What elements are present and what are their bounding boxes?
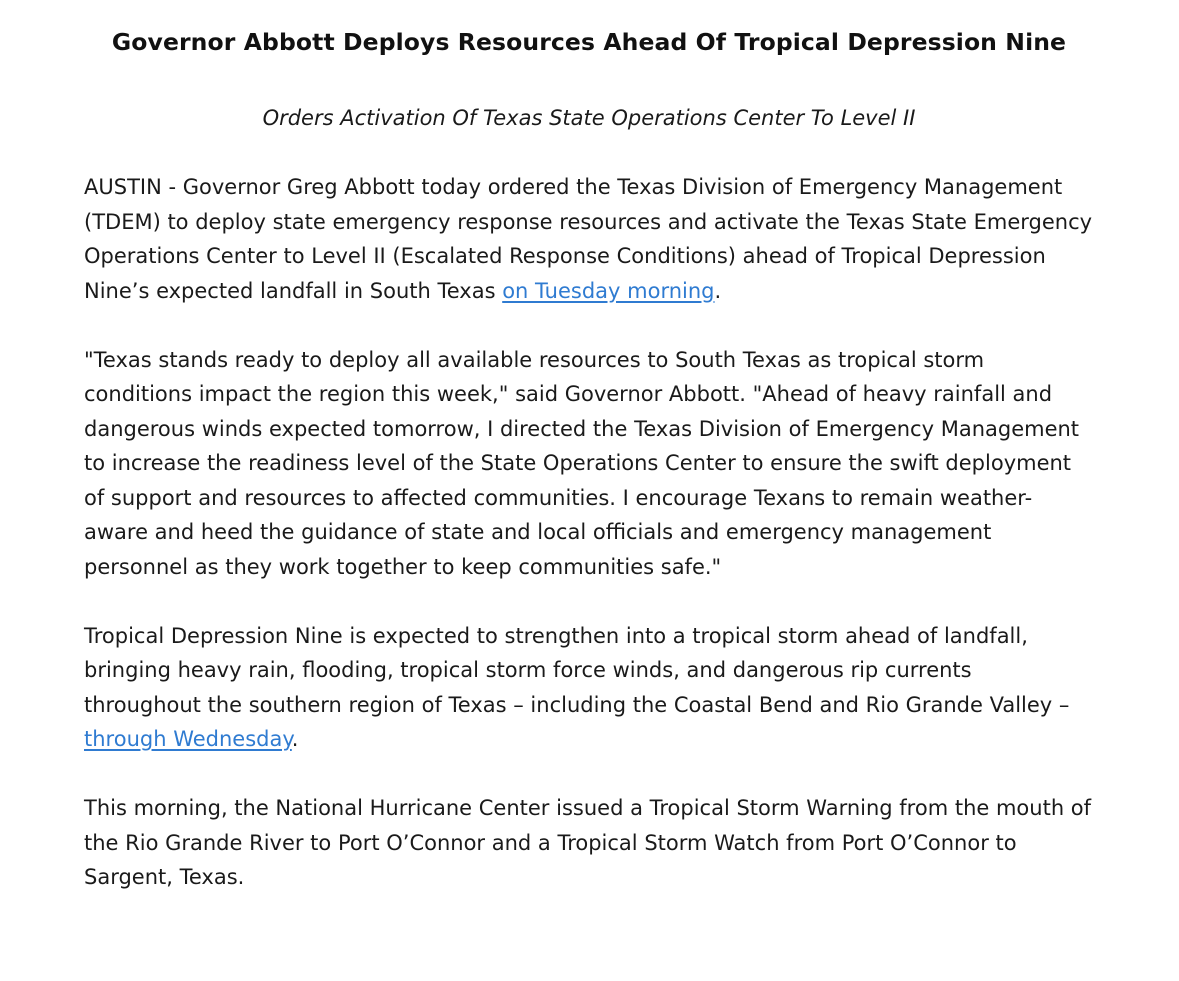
headline: Governor Abbott Deploys Resources Ahead Of Tropical Depression Nine [111, 28, 1067, 56]
paragraph-1 [84, 170, 1094, 308]
paragraph-3-text: Tropical Depression Nine is expected to strengthen into a tropical storm ahead of landfall, bringing heavy rain, flooding, tropical storm force winds, and dangerous rip currents throughout the southern region of Texas – including the Coastal Bend and Rio Grande Valley – [84, 623, 1070, 717]
paragraph-2 [84, 343, 1094, 585]
paragraph-1-tail: . [714, 278, 722, 303]
through-wednesday-link[interactable]: through Wednesday [84, 727, 292, 751]
article-body [84, 170, 1094, 929]
paragraph-2-text: "Texas stands ready to deploy all available resources to South Texas as tropical storm conditions impact the region this week," said Governor Abbott. "Ahead of heavy rainfall and dangerous winds expected tomorrow, I directed the Texas Division of Emergency Management to increase the readiness level of the State Operations Center to ensure the swift deployment of support and resources to affected communities. I encourage Texans to remain weather-aware and heed the guidance of state and local officials and emergency management personnel as they work together to keep communities safe." [84, 347, 1080, 579]
on-tuesday-morning-link[interactable]: on Tuesday morning [502, 278, 715, 303]
paragraph-4-text: This morning, the National Hurricane Center issued a Tropical Storm Warning from the mouth of the Rio Grande River to Port O’Connor and a Tropical Storm Watch from Port O’Connor to Sargent, Texas. [84, 796, 1092, 889]
paragraph-3 [84, 619, 1094, 757]
subheadline: Orders Activation Of Texas State Operations Center To Level II [262, 106, 916, 130]
paragraph-1-text: AUSTIN - Governor Greg Abbott today ordered the Texas Division of Emergency Management (TDEM) to deploy state emergency response resources and activate the Texas State Emergency Operations Center to Level II (Escalated Response Conditions) ahead of Tropical Depression Nine’s expected landfall in South Texas [84, 175, 1093, 303]
paragraph-3-tail: . [291, 727, 299, 751]
paragraph-4 [84, 791, 1094, 895]
